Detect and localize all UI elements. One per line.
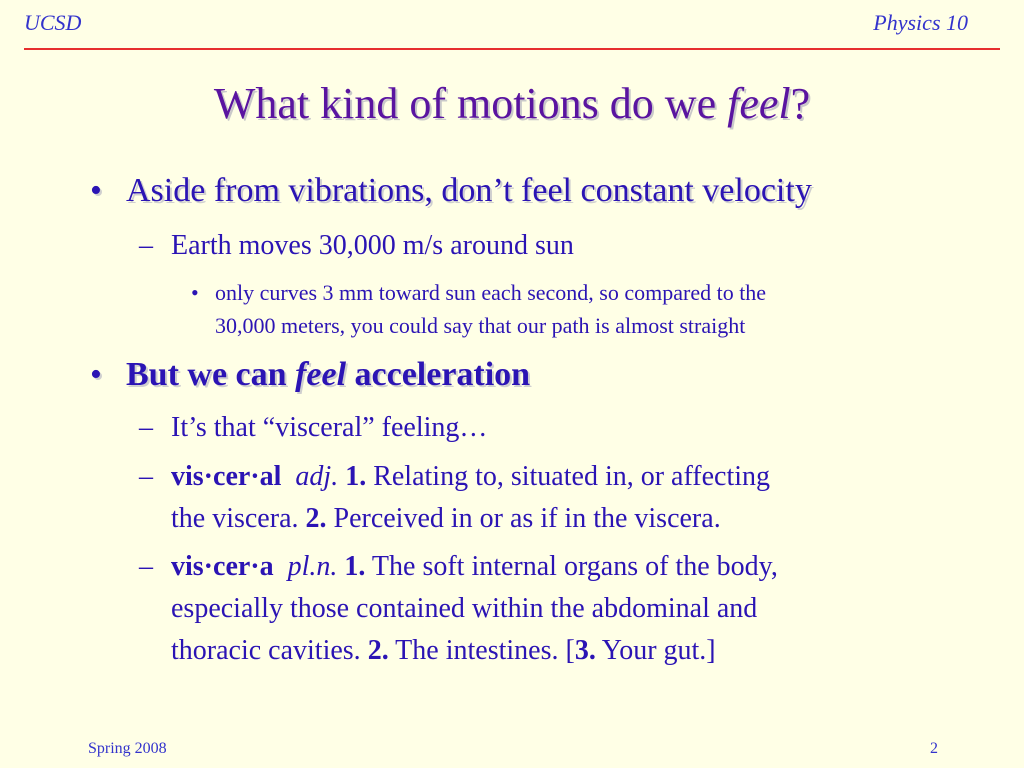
part-of-speech: adj.	[295, 461, 339, 492]
bullet-1-sub-1	[139, 225, 574, 267]
sense-number: 1.	[344, 551, 366, 582]
definition-viscera	[139, 546, 778, 672]
sense-number: 1.	[345, 461, 367, 492]
definition-visceral	[139, 456, 771, 540]
bullet-1-sub-sub-1-line2: 30,000 meters, you could say that our path is almost straight	[215, 313, 746, 338]
headword: vis·cer·al	[171, 461, 282, 492]
bullet-2	[90, 356, 531, 394]
sense-text: the viscera.	[171, 503, 306, 534]
bullet-marker: •	[90, 356, 102, 393]
sense-text: Relating to, situated in, or affecting	[366, 461, 771, 492]
sense-text: Your gut.]	[595, 635, 716, 666]
slide-title	[0, 78, 1024, 129]
bullet-marker: •	[191, 280, 199, 305]
bullet-2-post: acceleration	[346, 356, 531, 393]
bullet-1-text: Aside from vibrations, don’t feel constant velocity	[126, 172, 812, 209]
title-emphasis: feel	[727, 79, 791, 128]
sense-text: The intestines. [	[388, 635, 575, 666]
sense-number: 2.	[367, 635, 389, 666]
dash-marker: –	[139, 461, 153, 492]
bullet-1-sub-sub-1	[191, 276, 767, 342]
definition-viscera-line1	[171, 546, 778, 588]
bullet-1-sub-sub-1-line1: only curves 3 mm toward sun each second, so compared to the	[215, 280, 767, 305]
page-number: 2	[930, 740, 938, 757]
definition-viscera-line3	[171, 630, 778, 672]
bullet-2-emphasis: feel	[295, 356, 347, 393]
definition-visceral-line2	[171, 498, 770, 540]
title-main: What kind of motions do we	[213, 79, 728, 128]
title-end: ?	[790, 79, 811, 128]
bullet-1	[90, 172, 812, 210]
headword: vis·cer·a	[171, 551, 274, 582]
sense-text: The soft internal organs of the body,	[365, 551, 778, 582]
definition-visceral-line1	[171, 456, 770, 498]
header-right: Physics 10	[873, 10, 968, 35]
bullet-2-sub-1	[139, 407, 488, 449]
header-rule	[24, 48, 1000, 50]
dash-marker: –	[139, 412, 153, 443]
dash-marker: –	[139, 230, 153, 261]
sense-number: 2.	[305, 503, 327, 534]
sense-text: thoracic cavities.	[171, 635, 368, 666]
bullet-2-sub-1-text: It’s that “visceral” feeling…	[171, 412, 488, 443]
footer-date: Spring 2008	[88, 740, 167, 757]
part-of-speech: pl.n.	[287, 551, 338, 582]
definition-viscera-line2: especially those contained within the abdominal and	[171, 593, 758, 624]
bullet-marker: •	[90, 172, 102, 209]
sense-text: Perceived in or as if in the viscera.	[326, 503, 721, 534]
dash-marker: –	[139, 551, 153, 582]
bullet-1-sub-1-text: Earth moves 30,000 m/s around sun	[171, 230, 574, 261]
sense-number: 3.	[574, 635, 596, 666]
header-left: UCSD	[24, 10, 82, 35]
bullet-2-pre: But we can	[126, 356, 296, 393]
